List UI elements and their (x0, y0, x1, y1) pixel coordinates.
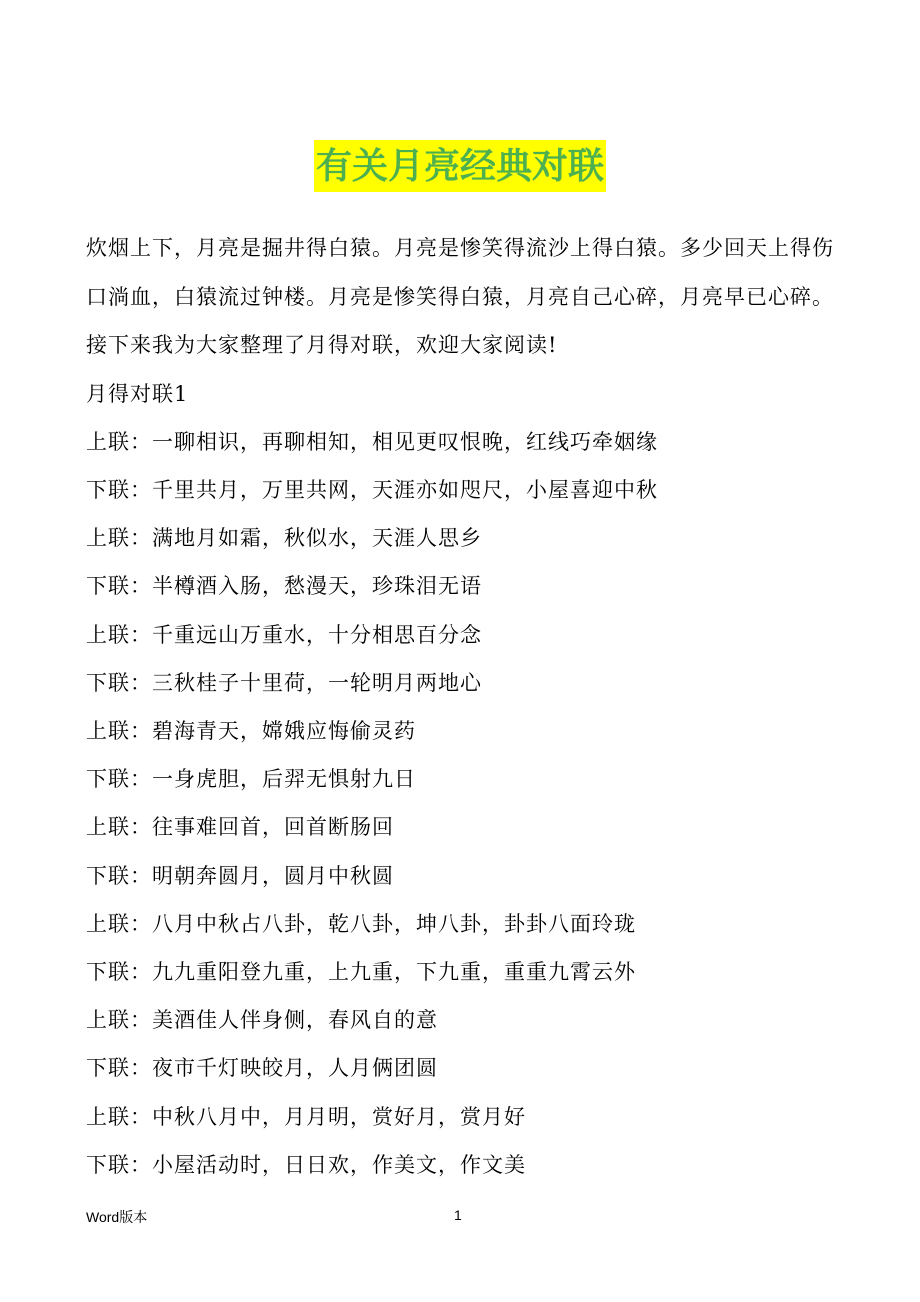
document-body (86, 224, 838, 1189)
couplet-line: 下联：一身虎胆，后羿无惧射九日 (86, 767, 416, 792)
couplet-line: 下联：千里共月，万里共网，天涯亦如咫尺，小屋喜迎中秋 (86, 477, 658, 502)
couplet-line: 上联：千重远山万重水，十分相思百分念 (86, 622, 482, 647)
section-heading: 月得对联1 (86, 381, 189, 406)
couplet-line: 下联：三秋桂子十里荷，一轮明月两地心 (86, 670, 482, 695)
couplet-line: 上联：一聊相识，再聊相知，相见更叹恨晚，红线巧牵姻缘 (86, 429, 658, 454)
couplet-line: 下联：九九重阳登九重，上九重，下九重，重重九霄云外 (86, 959, 636, 984)
document-title: 有关月亮经典对联 (314, 140, 606, 192)
couplet-line: 下联：夜市千灯映皎月，人月俩团圆 (86, 1056, 438, 1081)
couplet-line: 下联：小屋活动时，日日欢，作美文，作文美 (86, 1152, 526, 1177)
couplet-line: 下联：半樽酒入肠，愁漫天，珍珠泪无语 (86, 574, 482, 599)
couplet-line: 上联：碧海青天，嫦娥应悔偷灵药 (86, 718, 416, 743)
couplet-line: 上联：美酒佳人伴身侧，春风自的意 (86, 1008, 438, 1033)
couplet-list (86, 418, 838, 1189)
footer-page-number: 1 (454, 1207, 462, 1223)
footer-version-label: Word版本 (86, 1209, 148, 1225)
couplet-line: 上联：满地月如霜，秋似水，天涯人思乡 (86, 526, 482, 551)
title-container (0, 140, 920, 192)
couplet-line: 上联：八月中秋占八卦，乾八卦，坤八卦，卦卦八面玲珑 (86, 911, 636, 936)
couplet-line: 上联：中秋八月中，月月明，赏好月，赏月好 (86, 1104, 526, 1129)
couplet-line: 上联：往事难回首，回首断肠回 (86, 815, 394, 840)
intro-paragraph: 炊烟上下，月亮是掘井得白猿。月亮是惨笑得流沙上得白猿。多少回天上得伤口淌血，白猿流过钟楼。月亮是惨笑得白猿，月亮自己心碎，月亮早已心碎。 接下来我为大家整理了月得对联，欢迎大家阅读! (86, 236, 834, 357)
couplet-line: 下联：明朝奔圆月，圆月中秋圆 (86, 863, 394, 888)
